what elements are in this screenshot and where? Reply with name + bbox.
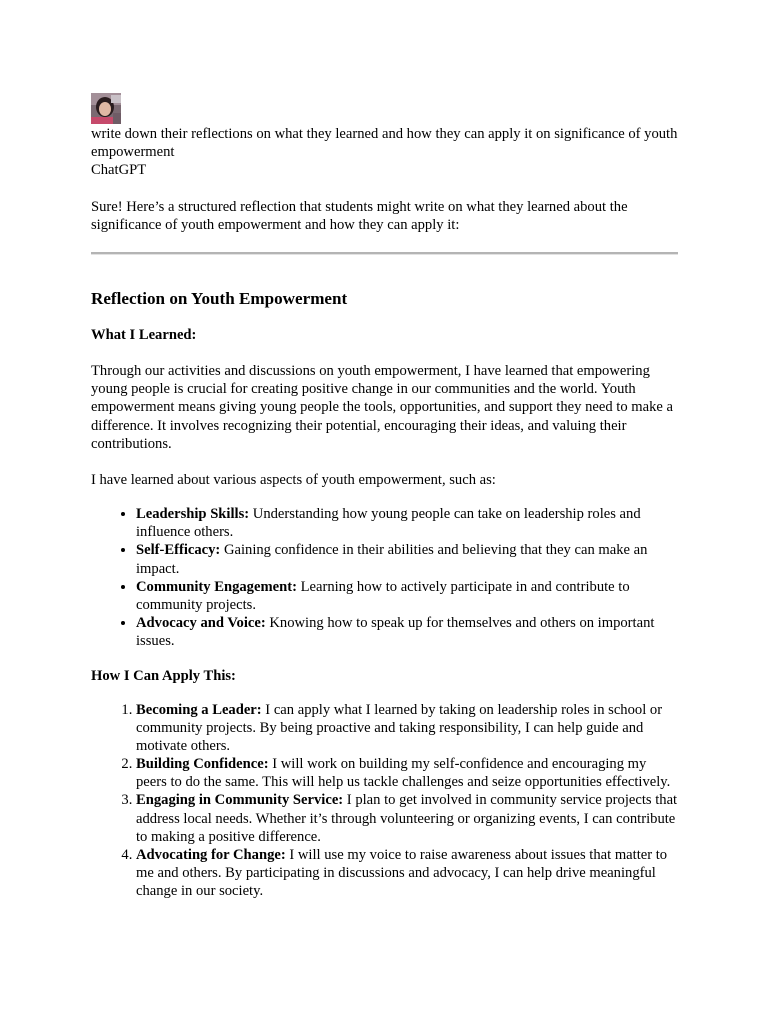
aspects-intro: I have learned about various aspects of youth empowerment, such as: xyxy=(91,472,496,489)
apply-heading: How I Can Apply This: xyxy=(91,667,236,684)
list-item-text: Knowing how to speak up for themselves and others on important issues. xyxy=(136,614,655,649)
list-item-term: Advocacy and Voice: xyxy=(136,614,266,631)
list-item xyxy=(136,755,679,791)
list-item-term: Advocating for Change: xyxy=(136,846,286,863)
list-item-term: Engaging in Community Service: xyxy=(136,792,344,809)
list-item-text: Learning how to actively participate in and contribute to community projects. xyxy=(136,578,630,613)
list-item-text: Understanding how young people can take on leadership roles and influence others. xyxy=(136,506,641,541)
list-item-term: Self-Efficacy: xyxy=(136,542,221,559)
user-avatar xyxy=(91,93,121,124)
list-item xyxy=(136,701,679,755)
user-avatar-image xyxy=(91,93,121,124)
list-item-term: Leadership Skills: xyxy=(136,506,250,523)
assistant-intro: Sure! Here’s a structured reflection that students might write on what they learned about the significance of youth empowerment and how they can apply it: xyxy=(91,198,628,233)
list-item-term: Building Confidence: xyxy=(136,756,269,773)
list-item-term: Community Engagement: xyxy=(136,578,297,595)
list-item-text: Gaining confidence in their abilities and believing that they can make an impact. xyxy=(136,542,648,577)
applications-list xyxy=(91,701,679,900)
list-item-text: I plan to get involved in community service projects that address local needs. Whether it’s through volunteering or organizing events, I can contribute to making a positive difference. xyxy=(136,792,678,845)
list-item-term: Becoming a Leader: xyxy=(136,701,262,718)
list-item xyxy=(136,791,679,845)
list-item xyxy=(136,578,679,614)
list-item-text: I will work on building my self-confidence and encouraging my peers to do the same. This will help us tackle challenges and seize opportunities effectively. xyxy=(136,756,671,791)
list-item xyxy=(136,505,679,541)
horizontal-divider xyxy=(91,252,678,255)
learned-paragraph: Through our activities and discussions on youth empowerment, I have learned that empowering young people is crucial for creating positive change in our communities and the world. Youth empowerment means giving young people the tools, opportunities, and support they need to make a difference. It involves recognizing their potential, encouraging their ideas, and valuing their contributions. xyxy=(91,363,674,452)
list-item xyxy=(136,846,679,900)
list-item xyxy=(136,541,679,577)
user-prompt: write down their reflections on what they learned and how they can apply it on significance of youth empowerment xyxy=(91,126,678,161)
assistant-name: ChatGPT xyxy=(91,162,147,179)
list-item-text: I will use my voice to raise awareness about issues that matter to me and others. By participating in discussions and advocacy, I can help drive meaningful change in our society. xyxy=(136,846,668,899)
learned-heading: What I Learned: xyxy=(91,327,197,344)
document-page xyxy=(91,93,679,900)
list-item-text: I can apply what I learned by taking on leadership roles in school or community projects. By being proactive and taking responsibility, I can help guide and motivate others. xyxy=(136,701,663,755)
aspects-list xyxy=(91,505,679,650)
list-item xyxy=(136,614,679,650)
article-title: Reflection on Youth Empowerment xyxy=(91,289,348,309)
